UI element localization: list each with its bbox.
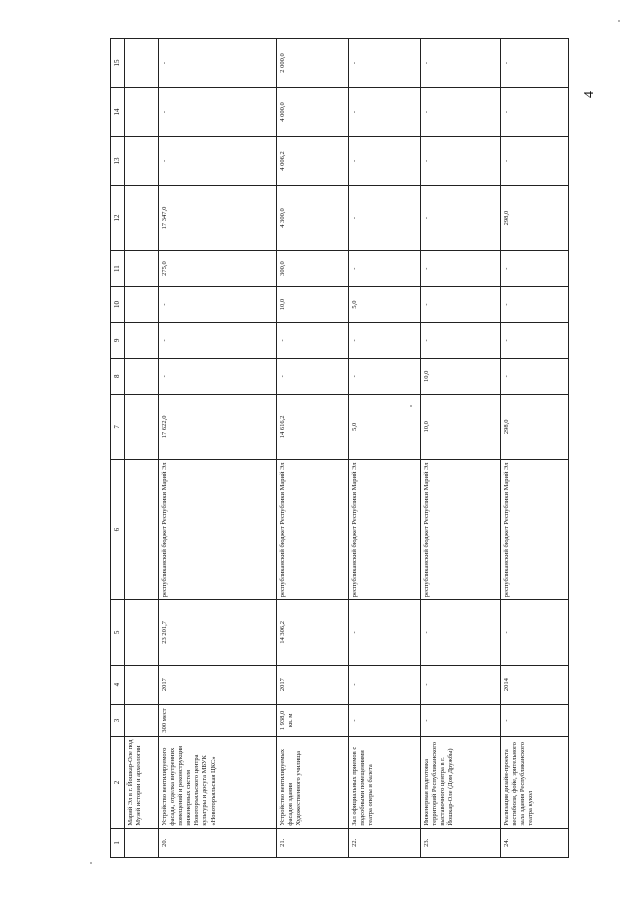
table-cell: - [420,600,500,665]
table-cell: 4 000,0 [276,88,348,137]
table-row [500,39,568,858]
table-row [420,39,500,858]
table-row [276,39,348,858]
table-cell: - [348,600,420,665]
column-header: 13 [111,136,125,185]
table-cell: Зал официальных приемов с подсобными помещениями театра оперы и балета [348,737,420,828]
table-cell: 2017 [276,665,348,704]
table-cell: 20. [158,828,276,857]
column-header: 9 [111,322,125,358]
table-cell [124,88,158,137]
page-number: 4 [582,91,597,98]
table-cell: 2 000,0 [276,39,348,88]
table-cell: - [348,185,420,250]
column-header: 8 [111,358,125,394]
table-cell: - [420,322,500,358]
table-cell [124,704,158,737]
column-header: 12 [111,185,125,250]
table-cell: - [500,704,568,737]
table-cell: - [420,287,500,323]
table-cell: Марий Эл в г. Йошкар-Оле под Музей истории и археологии [124,737,158,828]
table-cell: 23. [420,828,500,857]
rotated-table-wrapper [110,38,554,858]
column-header: 6 [111,459,125,599]
scan-speck [618,20,620,22]
table-cell: республиканский бюджет Республики Марий Эл [158,459,276,599]
table-cell: республиканский бюджет Республики Марий Эл [500,459,568,599]
table-cell [124,251,158,287]
table-cell: 5,0 [348,287,420,323]
table-cell: - [420,704,500,737]
table-cell: - [500,88,568,137]
table-cell: - [500,600,568,665]
column-header: 3 [111,704,125,737]
table-cell: 14 616,2 [276,394,348,459]
table-cell: 17 347,0 [158,185,276,250]
scan-speck [410,405,412,407]
table-cell: республиканский бюджет Республики Марий Эл [276,459,348,599]
table-cell: - [348,322,420,358]
column-header: 15 [111,39,125,88]
table-cell: 23 201,7 [158,600,276,665]
table-cell: - [276,358,348,394]
table-cell [124,358,158,394]
table-cell: 4 300,0 [276,185,348,250]
table-cell [124,136,158,185]
table-cell: - [348,88,420,137]
table-body [124,39,568,858]
table-cell: - [420,136,500,185]
table-cell: - [158,287,276,323]
table-cell: Устройство вентилируемого фасада, отделка внутренних помещений и реконструкция инженерных систем Новоторъяльского центра культуры и досуга МБУК «Новоторъяльская ЦКС» [158,737,276,828]
table-cell: - [348,251,420,287]
table-cell: 2014 [500,665,568,704]
table-cell: 298,0 [500,394,568,459]
table-cell [124,287,158,323]
table-cell: 1 938,0 кв. м [276,704,348,737]
table-cell: 17 622,0 [158,394,276,459]
table-cell [124,459,158,599]
table-cell: Инженерная подготовка территорий Республиканского выставочного центра в г. Йошкар-Оле (Дом Дружбы) [420,737,500,828]
table-cell: - [158,358,276,394]
table-cell: 10,0 [420,358,500,394]
table-cell [124,185,158,250]
table-cell: - [500,39,568,88]
table-cell: 5,0 [348,394,420,459]
table-cell [124,665,158,704]
table-cell: - [158,88,276,137]
table-cell: - [420,665,500,704]
table-cell [124,322,158,358]
table-cell: 21. [276,828,348,857]
column-header: 5 [111,600,125,665]
table-cell: - [420,185,500,250]
table-cell: - [348,358,420,394]
table-cell: - [276,322,348,358]
table-cell: 300,0 [276,251,348,287]
table-cell: - [348,704,420,737]
table-cell [124,828,158,857]
table-cell: республиканский бюджет Республики Марий Эл [348,459,420,599]
table-cell: 22. [348,828,420,857]
table-cell [124,394,158,459]
table-cell [124,600,158,665]
table-cell: - [348,665,420,704]
table-cell: - [420,88,500,137]
table-cell: 14 306,2 [276,600,348,665]
table-cell: - [500,136,568,185]
table-cell: - [158,322,276,358]
table-cell: 300 мест [158,704,276,737]
table-cell: 24. [500,828,568,857]
table-row [124,39,158,858]
column-header: 10 [111,287,125,323]
column-header: 1 [111,828,125,857]
table-cell: Устройство вентилируемых фасадов здания Художественного училища [276,737,348,828]
table-cell: 275,0 [158,251,276,287]
table-cell: 10,0 [276,287,348,323]
table-cell: - [348,39,420,88]
table-cell [124,39,158,88]
table-header-row [111,39,125,858]
column-header: 2 [111,737,125,828]
table-cell: - [348,136,420,185]
table-cell: 298,0 [500,185,568,250]
table-row [158,39,276,858]
budget-table [110,38,569,858]
table-cell: - [500,322,568,358]
table-cell: - [500,358,568,394]
table-cell: - [420,251,500,287]
table-cell: 2017 [158,665,276,704]
column-header: 11 [111,251,125,287]
table-cell: - [158,39,276,88]
table-cell: республиканский бюджет Республики Марий Эл [420,459,500,599]
table-cell: 4 006,2 [276,136,348,185]
column-header: 4 [111,665,125,704]
table-cell: - [158,136,276,185]
table-cell: - [500,287,568,323]
table-row [348,39,420,858]
scan-speck [90,862,92,864]
table-cell: - [420,39,500,88]
table-cell: Реализация дизайн-проекта вестибюля, фойе, зрительного зала здания Республиканского театра кукол [500,737,568,828]
table-cell: 10,0 [420,394,500,459]
table-cell: - [500,251,568,287]
column-header: 14 [111,88,125,137]
column-header: 7 [111,394,125,459]
